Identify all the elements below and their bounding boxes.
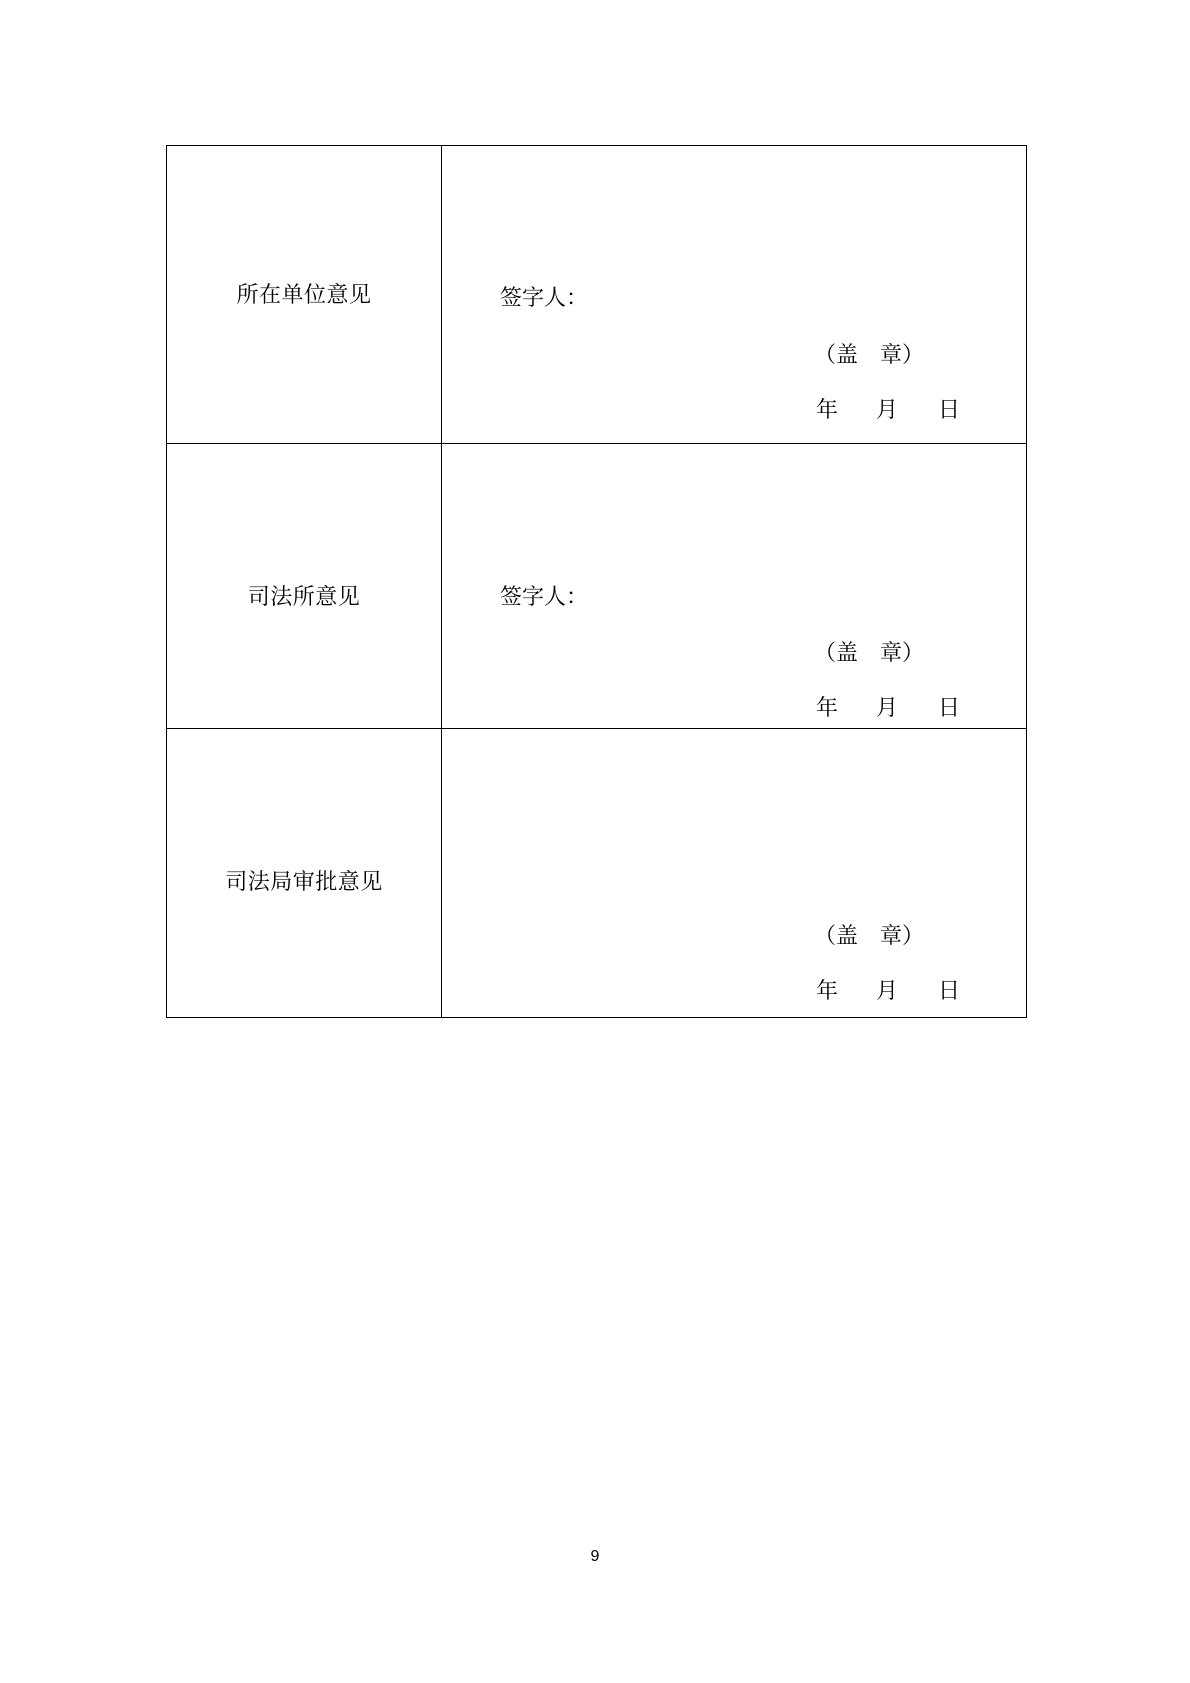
date-day-judicial-office: 日 (938, 696, 961, 721)
date-line-judicial-office (816, 691, 968, 722)
date-year-unit: 年 (816, 398, 839, 423)
date-day-unit: 日 (938, 398, 961, 423)
label-cell-judicial-bureau (167, 729, 442, 1018)
date-line-unit (816, 393, 968, 424)
row-judicial-bureau-approval (167, 729, 1027, 1018)
opinion-form-table (166, 145, 1027, 1018)
date-year-judicial-bureau: 年 (816, 979, 839, 1004)
date-year-judicial-office: 年 (816, 696, 839, 721)
signer-label-unit: 签字人： (500, 286, 589, 311)
seal-label-judicial-office: （盖 章） (814, 641, 925, 666)
date-month-judicial-bureau: 月 (876, 979, 899, 1004)
row-judicial-office-opinion (167, 444, 1027, 729)
seal-label-unit: （盖 章） (814, 343, 925, 368)
opinion-field-judicial-office[interactable] (442, 444, 1027, 729)
seal-label-judicial-bureau: （盖 章） (814, 924, 925, 949)
date-month-unit: 月 (876, 398, 899, 423)
date-line-judicial-bureau (816, 974, 968, 1005)
row-unit-opinion (167, 146, 1027, 444)
opinion-field-judicial-bureau[interactable] (442, 729, 1027, 1018)
label-judicial-office-opinion: 司法所意见 (247, 585, 361, 610)
label-cell-judicial-office (167, 444, 442, 729)
signer-label-judicial-office: 签字人： (500, 585, 589, 610)
label-cell-unit-opinion (167, 146, 442, 444)
label-judicial-bureau-approval: 司法局审批意见 (225, 870, 383, 895)
date-month-judicial-office: 月 (876, 696, 899, 721)
date-day-judicial-bureau: 日 (938, 979, 961, 1004)
page-number: 9 (590, 1548, 600, 1565)
opinion-field-unit[interactable] (442, 146, 1027, 444)
label-unit-opinion: 所在单位意见 (236, 283, 372, 308)
